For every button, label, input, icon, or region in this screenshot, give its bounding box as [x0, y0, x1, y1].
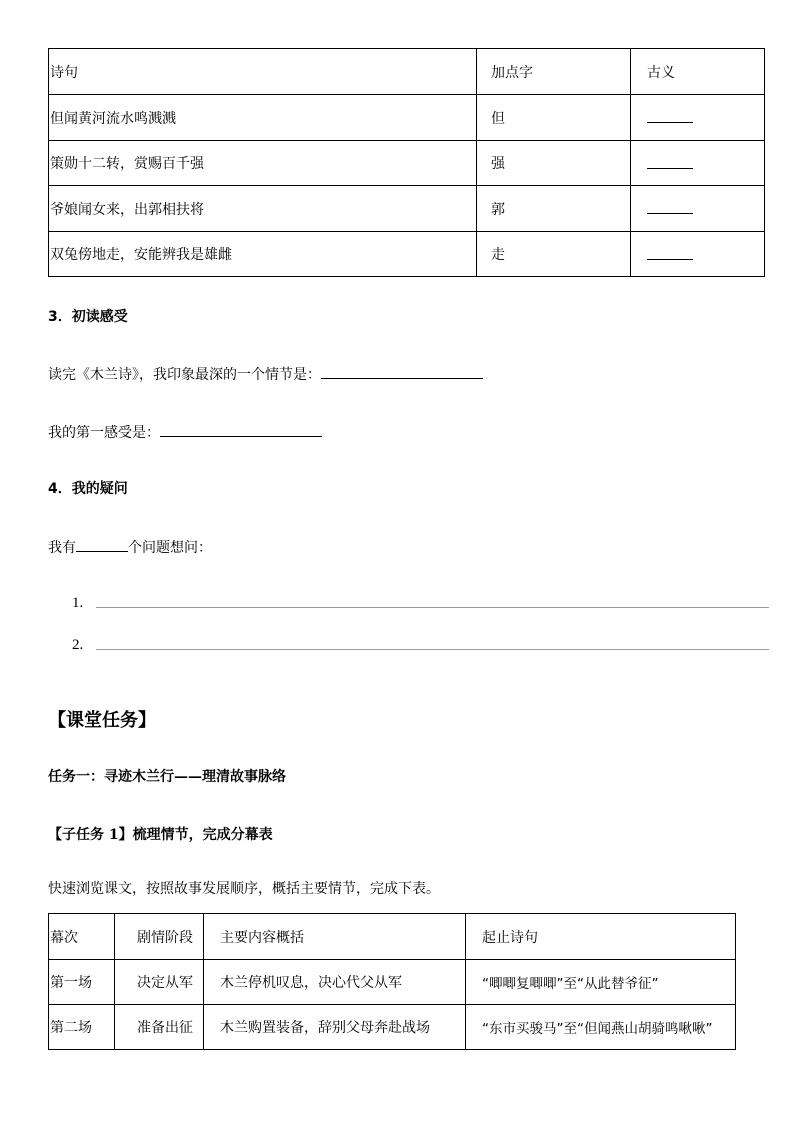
- section3-prompt1-text: 读完《木兰诗》，我印象最深的一个情节是：: [48, 367, 321, 383]
- vocab-meaning-blank[interactable]: [631, 95, 765, 141]
- vocab-line: 但闻黄河流水鸣溅溅: [49, 95, 477, 141]
- lines-cell: “东市买骏马”至“但闻燕山胡骑鸣啾啾”: [466, 1005, 736, 1050]
- section3-prompt2: [48, 422, 322, 442]
- question-line-1[interactable]: [96, 607, 769, 608]
- vocab-char: 郭: [477, 186, 631, 232]
- vocab-row: [49, 95, 765, 141]
- question-count-blank[interactable]: [76, 537, 128, 552]
- vocab-meaning-blank[interactable]: [631, 141, 765, 186]
- classroom-title: 【课堂任务】: [48, 710, 156, 731]
- vocab-table: [48, 48, 765, 277]
- impression-blank[interactable]: [321, 364, 483, 379]
- vocab-char: 走: [477, 232, 631, 277]
- vocab-line: 策勋十二转，赏赐百千强: [49, 141, 477, 186]
- vocab-line: 爷娘闻女来，出郭相扶将: [49, 186, 477, 232]
- scene-table: [48, 913, 736, 1050]
- vocab-char: 强: [477, 141, 631, 186]
- summary-cell: 木兰停机叹息，决心代父从军: [204, 960, 466, 1005]
- vocab-meaning-blank[interactable]: [631, 186, 765, 232]
- vocab-row: [49, 232, 765, 277]
- question-line-2[interactable]: [96, 649, 769, 650]
- feeling-blank[interactable]: [160, 422, 322, 437]
- task1-title: 任务一：寻迹木兰行——理清故事脉络: [48, 769, 286, 785]
- scene-cell: 第二场: [49, 1005, 115, 1050]
- vocab-row: [49, 141, 765, 186]
- section4-prompt-before: 我有: [48, 540, 76, 556]
- vocab-row: [49, 186, 765, 232]
- scene-cell: 第一场: [49, 960, 115, 1005]
- section3-title: 3．初读感受: [48, 309, 128, 325]
- question-item-number: 2.: [72, 637, 84, 653]
- stage-cell: 决定从军: [115, 960, 204, 1005]
- scene-header-stage: 剧情阶段: [115, 914, 204, 960]
- scene-header-row: [49, 914, 736, 960]
- question-item-number: 1.: [72, 595, 84, 611]
- lines-cell: “唧唧复唧唧”至“从此替爷征”: [466, 960, 736, 1005]
- section3-prompt1: [48, 364, 483, 384]
- scene-header-summary: 主要内容概括: [204, 914, 466, 960]
- scene-header-scene: 幕次: [49, 914, 115, 960]
- section4-title: 4．我的疑问: [48, 481, 128, 497]
- instruction-text: 快速浏览课文，按照故事发展顺序，概括主要情节，完成下表。: [48, 881, 440, 897]
- vocab-header-meaning: 古义: [631, 49, 765, 95]
- scene-row: [49, 1005, 736, 1050]
- vocab-header-row: [49, 49, 765, 95]
- scene-header-lines: 起止诗句: [466, 914, 736, 960]
- vocab-meaning-blank[interactable]: [631, 232, 765, 277]
- vocab-char: 但: [477, 95, 631, 141]
- stage-cell: 准备出征: [115, 1005, 204, 1050]
- section4-prompt-after: 个问题想问：: [128, 540, 212, 556]
- scene-row: [49, 960, 736, 1005]
- vocab-header-char: 加点字: [477, 49, 631, 95]
- section3-prompt2-text: 我的第一感受是：: [48, 425, 160, 441]
- section4-prompt: [48, 537, 212, 557]
- subtask1-title: 【子任务 1】梳理情节，完成分幕表: [48, 827, 273, 843]
- vocab-line: 双兔傍地走，安能辨我是雄雌: [49, 232, 477, 277]
- summary-cell: 木兰购置装备，辞别父母奔赴战场: [204, 1005, 466, 1050]
- vocab-header-line: 诗句: [49, 49, 477, 95]
